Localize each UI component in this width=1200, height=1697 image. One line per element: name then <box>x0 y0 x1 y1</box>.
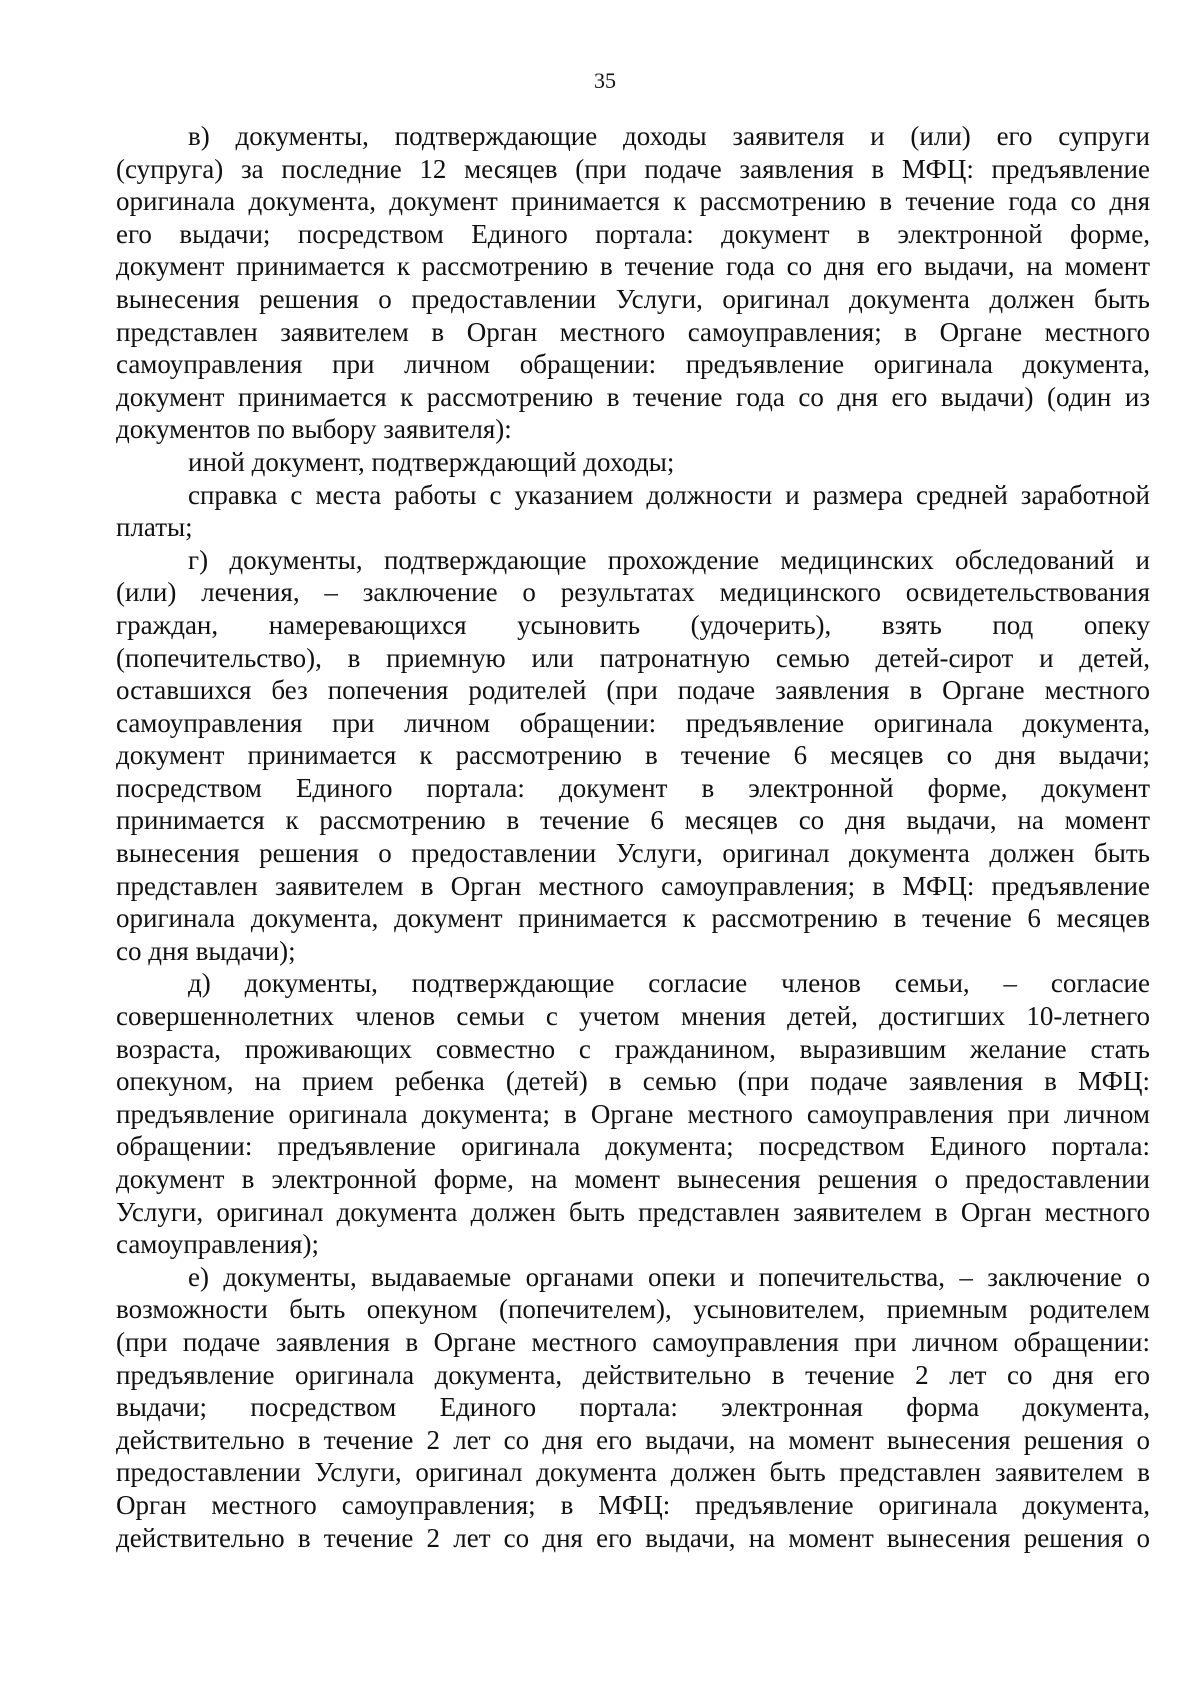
text-line: обращении: предъявление оригинала документа; посредством Единого портала: <box>116 1131 1150 1162</box>
text-line: в) документы, подтверждающие доходы заявителя и (или) его супруги <box>188 121 1150 151</box>
text-line: вынесения решения о предоставлении Услуги, оригинал документа должен быть <box>116 283 1150 314</box>
text-line: Услуги, оригинал документа должен быть представлен заявителем в Орган местного <box>116 1196 1150 1227</box>
text-line: представлен заявителем в Орган местного самоуправления; в МФЦ: предъявление <box>116 870 1150 901</box>
text-line: (супруга) за последние 12 месяцев (при подаче заявления в МФЦ: предъявление <box>116 153 1150 184</box>
text-line: иной документ, подтверждающий доходы; <box>188 446 675 477</box>
text-line: Орган местного самоуправления; в МФЦ: предъявление оригинала документа, <box>116 1489 1150 1520</box>
page-number: 35 <box>594 68 616 93</box>
text-line: е) документы, выдаваемые органами опеки и попечительства, – заключение о <box>188 1261 1150 1292</box>
text-line: самоуправления); <box>116 1229 319 1260</box>
text-line: оригинала документа, документ принимается к рассмотрению в течение 6 месяцев <box>116 903 1150 934</box>
text-line: документ принимается к рассмотрению в течение года со дня его выдачи, на момент <box>116 251 1150 282</box>
text-line: предъявление оригинала документа, действительно в течение 2 лет со дня его <box>116 1359 1150 1390</box>
text-line: действительно в течение 2 лет со дня его выдачи, на момент вынесения решения о <box>116 1424 1150 1455</box>
text-line: предоставлении Услуги, оригинал документа должен быть представлен заявителем в <box>116 1457 1150 1488</box>
text-line: вынесения решения о предоставлении Услуги, оригинал документа должен быть <box>116 838 1150 869</box>
text-line: самоуправления при личном обращении: предъявление оригинала документа, <box>116 349 1150 380</box>
text-line: документов по выбору заявителя): <box>116 414 512 445</box>
text-line: документ принимается к рассмотрению в течение 6 месяцев со дня выдачи; <box>116 740 1150 771</box>
text-line: справка с места работы с указанием должности и размера средней заработной <box>188 479 1150 510</box>
text-line: опекуном, на прием ребенка (детей) в семью (при подаче заявления в МФЦ: <box>116 1066 1150 1097</box>
text-line: (или) лечения, – заключение о результатах медицинского освидетельствования <box>116 577 1150 608</box>
text-line: предъявление оригинала документа; в Органе местного самоуправления при личном <box>116 1098 1150 1129</box>
text-line: возможности быть опекуном (попечителем), усыновителем, приемным родителем <box>116 1294 1150 1325</box>
text-line: возраста, проживающих совместно с гражданином, выразившим желание стать <box>116 1033 1150 1064</box>
text-line: со дня выдачи); <box>116 935 296 966</box>
text-line: действительно в течение 2 лет со дня его выдачи, на момент вынесения решения о <box>116 1522 1150 1553</box>
text-line: документ принимается к рассмотрению в течение года со дня его выдачи) (один из <box>116 381 1150 412</box>
text-line: принимается к рассмотрению в течение 6 месяцев со дня выдачи, на момент <box>116 805 1150 836</box>
text-line: г) документы, подтверждающие прохождение медицинских обследований и <box>188 544 1150 575</box>
text-line: совершеннолетних членов семьи с учетом мнения детей, достигших 10-летнего <box>116 1001 1150 1032</box>
text-line: (при подаче заявления в Органе местного самоуправления при личном обращении: <box>116 1326 1150 1357</box>
text-line: выдачи; посредством Единого портала: электронная форма документа, <box>116 1392 1150 1423</box>
text-line: посредством Единого портала: документ в электронной форме, документ <box>116 772 1150 803</box>
document-body <box>116 120 1150 1554</box>
text-line: оригинала документа, документ принимается к рассмотрению в течение года со дня <box>116 186 1150 217</box>
text-line: граждан, намеревающихся усыновить (удочерить), взять под опеку <box>116 609 1150 640</box>
text-line: д) документы, подтверждающие согласие членов семьи, – согласие <box>188 968 1150 999</box>
text-line: оставшихся без попечения родителей (при подаче заявления в Органе местного <box>116 675 1150 706</box>
text-line: документ в электронной форме, на момент вынесения решения о предоставлении <box>116 1164 1150 1194</box>
text-line: представлен заявителем в Орган местного самоуправления; в Органе местного <box>116 316 1150 347</box>
text-line: (попечительство), в приемную или патронатную семью детей-сирот и детей, <box>116 642 1150 673</box>
text-line: его выдачи; посредством Единого портала: документ в электронной форме, <box>116 218 1150 249</box>
text-line: платы; <box>116 512 193 543</box>
text-line: самоуправления при личном обращении: предъявление оригинала документа, <box>116 707 1150 738</box>
